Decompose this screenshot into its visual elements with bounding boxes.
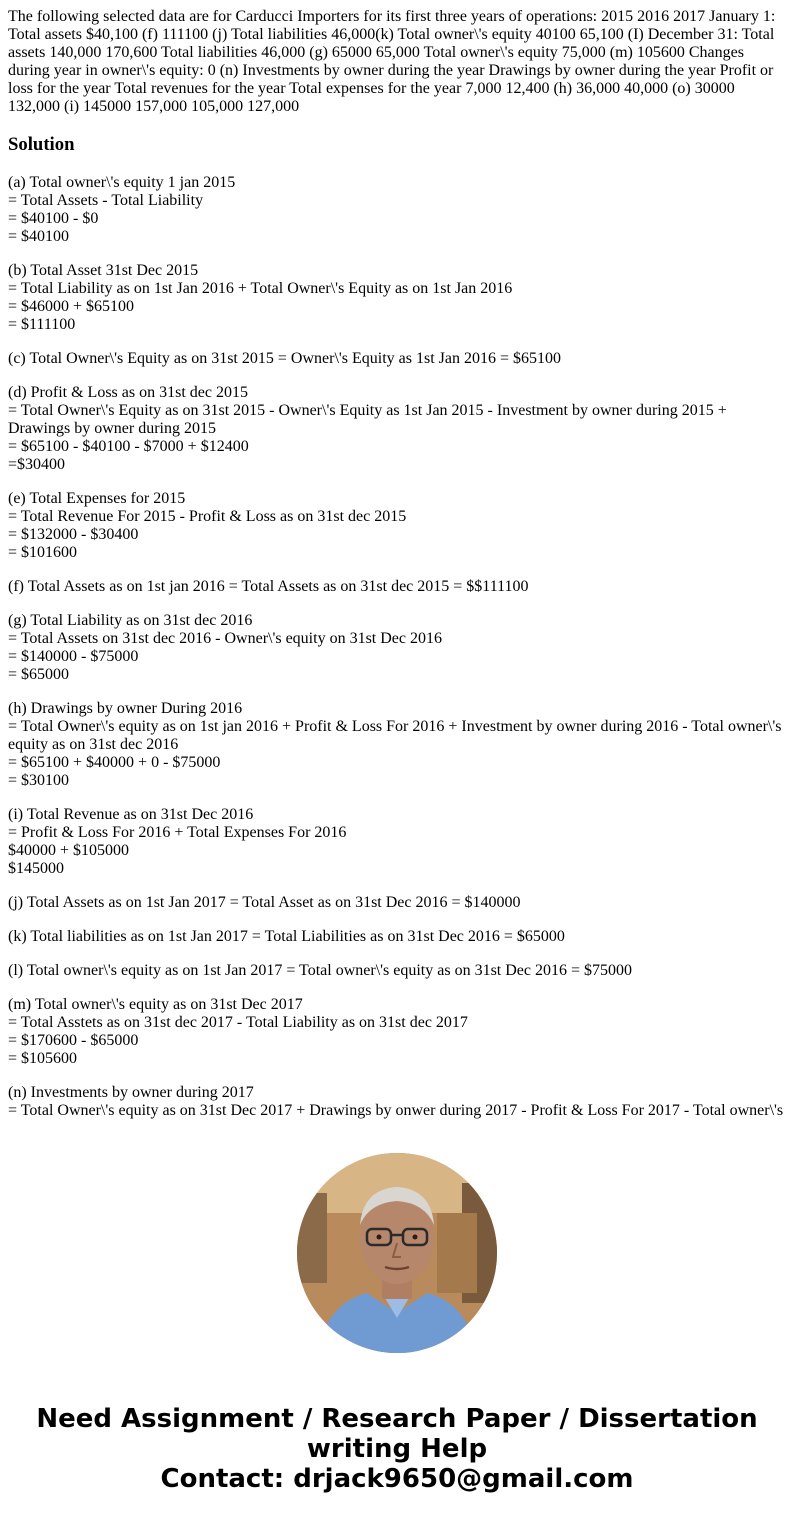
solution-section	[8, 174, 786, 1120]
step-title: (k) Total liabilities as on 1st Jan 2017 = Total Liabilities as on 31st Dec 2016 = $65000	[8, 928, 565, 945]
author-photo	[297, 1153, 497, 1353]
step-line: = Total Owner\'s equity as on 31st Dec 2017 + Drawings by onwer during 2017 - Profit & Loss For 2017 - Total owner\'s	[8, 1102, 784, 1119]
step-line: = Total Asstets as on 31st dec 2017 - Total Liability as on 31st dec 2017	[8, 1014, 468, 1031]
step-line: = Total Assets on 31st dec 2016 - Owner\'s equity on 31st Dec 2016	[8, 630, 442, 647]
step-line: = $140000 - $75000	[8, 648, 139, 665]
solution-step	[8, 806, 786, 878]
step-line: = Total Owner\'s Equity as on 31st 2015 - Owner\'s Equity as 1st Jan 2015 - Investment by owner during 2015 + Drawings by owner during 2015	[8, 402, 727, 437]
solution-step	[8, 578, 786, 596]
step-line: = $101600	[8, 544, 78, 561]
step-line: = $132000 - $30400	[8, 526, 139, 543]
solution-step	[8, 962, 786, 980]
step-line: = $65100 + $40000 + 0 - $75000	[8, 754, 221, 771]
step-title: (h) Drawings by owner During 2016	[8, 700, 243, 717]
step-title: (j) Total Assets as on 1st Jan 2017 = Total Asset as on 31st Dec 2016 = $140000	[8, 894, 521, 911]
step-line: = $40100 - $0	[8, 210, 99, 227]
step-title: (f) Total Assets as on 1st jan 2016 = Total Assets as on 31st dec 2015 = $$111100	[8, 578, 529, 595]
step-line: = $111100	[8, 316, 76, 333]
step-line: = Total Liability as on 1st Jan 2016 + Total Owner\'s Equity as on 1st Jan 2016	[8, 280, 513, 297]
step-title: (n) Investments by owner during 2017	[8, 1084, 254, 1101]
solution-step	[8, 384, 786, 474]
step-title: (m) Total owner\'s equity as on 31st Dec 2017	[8, 996, 303, 1013]
solution-step	[8, 262, 786, 334]
step-line: $40000 + $105000	[8, 842, 130, 859]
step-line: = Profit & Loss For 2016 + Total Expenses For 2016	[8, 824, 347, 841]
author-avatar	[297, 1153, 497, 1353]
step-line: = Total Revenue For 2015 - Profit & Loss as on 31st dec 2015	[8, 508, 407, 525]
step-line: = $170600 - $65000	[8, 1032, 139, 1049]
solution-step	[8, 928, 786, 946]
step-line: = $40100	[8, 228, 70, 245]
step-title: (l) Total owner\'s equity as on 1st Jan 2017 = Total owner\'s equity as on 31st Dec 2016 = $75000	[8, 962, 633, 979]
step-title: (d) Profit & Loss as on 31st dec 2015	[8, 384, 248, 401]
solution-step	[8, 350, 786, 368]
promo-contact: Contact: drjack9650@gmail.com	[160, 1464, 634, 1494]
step-line: = $30100	[8, 772, 70, 789]
document-body	[8, 8, 786, 1120]
step-title: (c) Total Owner\'s Equity as on 31st 2015 = Owner\'s Equity as 1st Jan 2016 = $65100	[8, 350, 562, 367]
solution-step	[8, 612, 786, 684]
step-line: $145000	[8, 860, 64, 877]
solution-heading: Solution	[8, 134, 75, 155]
promo-line-2: writing Help	[306, 1434, 488, 1464]
step-title: (b) Total Asset 31st Dec 2015	[8, 262, 199, 279]
step-line: =$30400	[8, 456, 66, 473]
solution-step	[8, 490, 786, 562]
step-title: (a) Total owner\'s equity 1 jan 2015	[8, 174, 236, 191]
step-line: = Total Owner\'s equity as on 1st jan 2016 + Profit & Loss For 2016 + Investment by owner during 2016 - Total owner\'s equity as on 31st dec 2016	[8, 718, 782, 753]
promo-line-1: Need Assignment / Research Paper / Dissertation	[36, 1404, 758, 1434]
step-title: (e) Total Expenses for 2015	[8, 490, 186, 507]
step-line: = $46000 + $65100	[8, 298, 135, 315]
step-title: (g) Total Liability as on 31st dec 2016	[8, 612, 253, 629]
solution-step	[8, 996, 786, 1068]
step-line: = $65100 - $40100 - $7000 + $12400	[8, 438, 249, 455]
step-line: = Total Assets - Total Liability	[8, 192, 204, 209]
solution-step	[8, 1084, 786, 1120]
promo-banner	[0, 1404, 794, 1494]
solution-step	[8, 894, 786, 912]
step-line: = $105600	[8, 1050, 78, 1067]
step-title: (i) Total Revenue as on 31st Dec 2016	[8, 806, 254, 823]
solution-step	[8, 174, 786, 246]
step-line: = $65000	[8, 666, 70, 683]
question-text: The following selected data are for Carducci Importers for its first three years of operations: 2015 2016 2017 January 1: Total assets $40,100 (f) 111100 (j) Total liabilities 46,000(k) Total owner\'s equity 40100 65,100 (I) December 31: Total assets 140,000 170,600 Total liabilities 46,000 (g) 65000 65,000 Total owner\'s equity 75,000 (m) 105600 Changes during year in owner\'s equity: 0 (n) Investments by owner during the year Drawings by owner during the year Profit or loss for the year Total revenues for the year Total expenses for the year 7,000 12,400 (h) 36,000 40,000 (o) 30000 132,000 (i) 145000 157,000 105,000 127,000	[8, 8, 776, 115]
solution-step	[8, 700, 786, 790]
